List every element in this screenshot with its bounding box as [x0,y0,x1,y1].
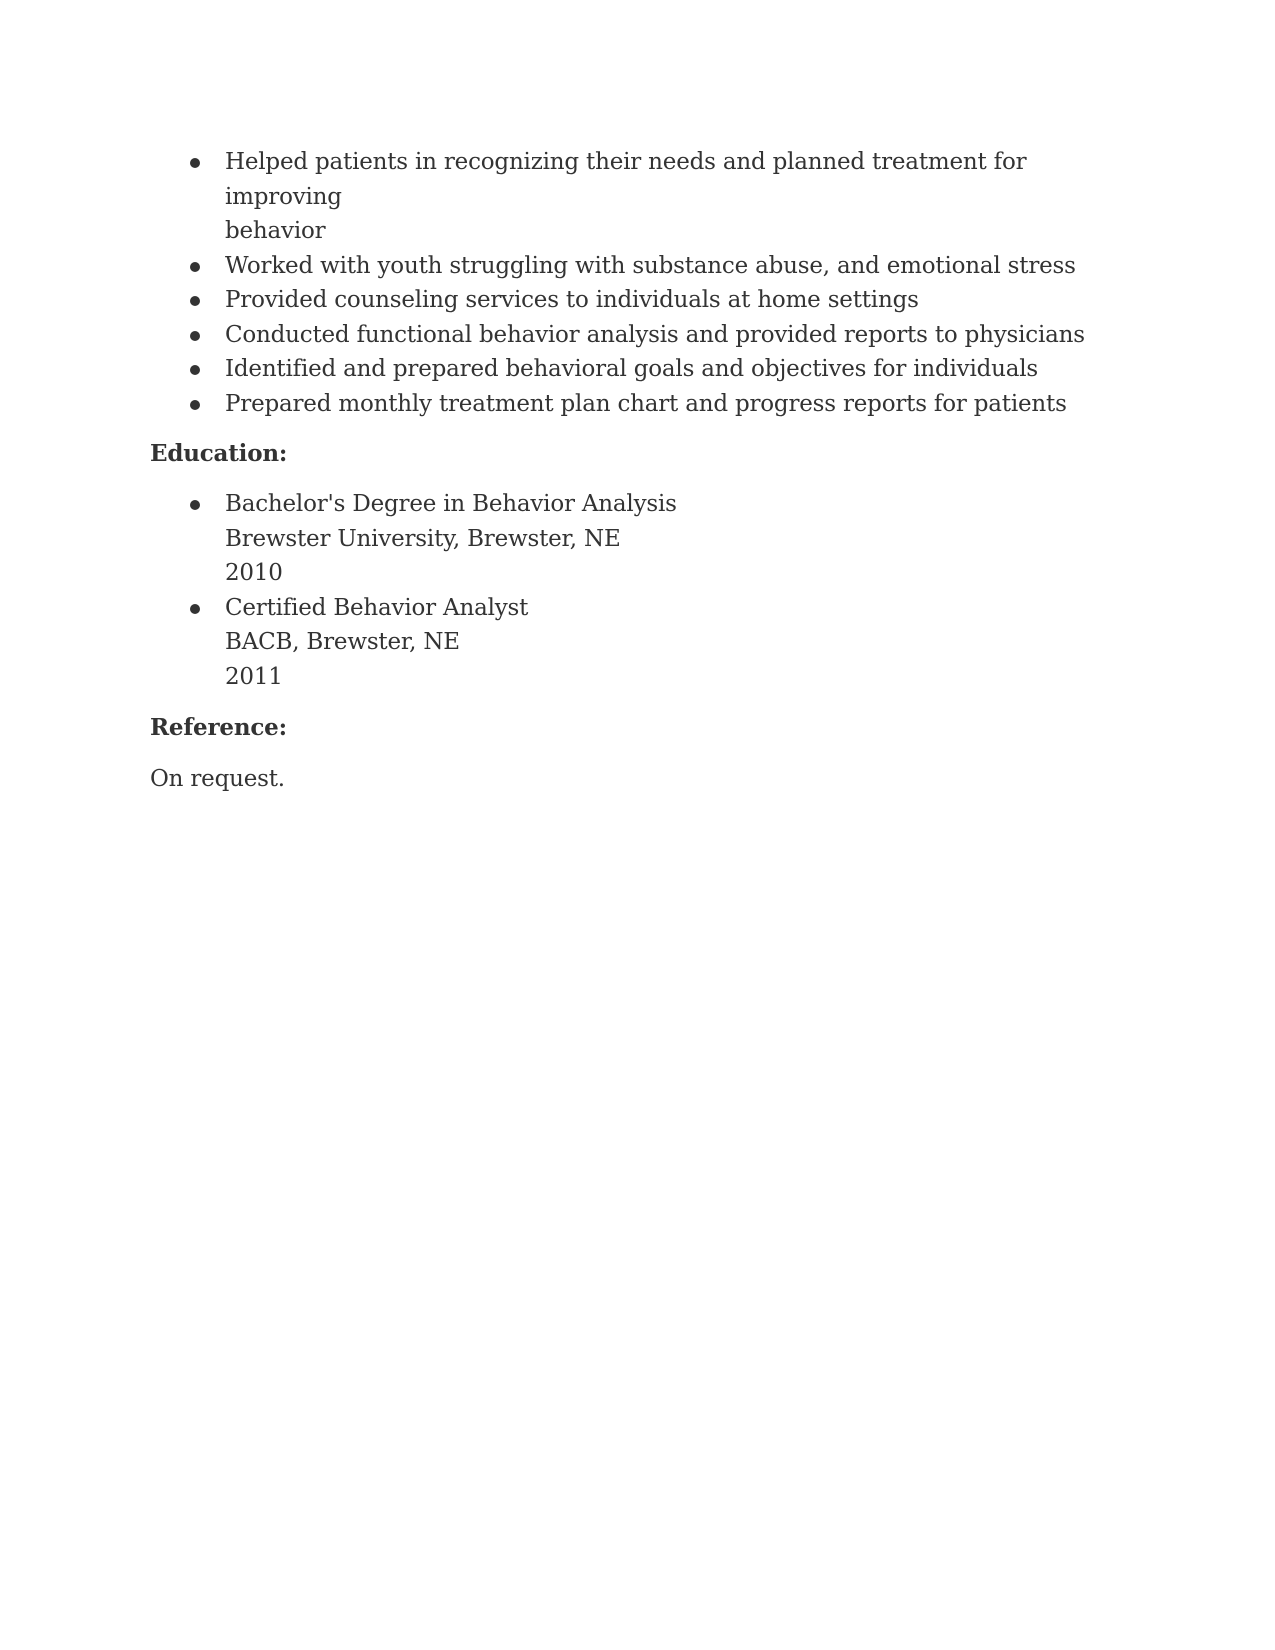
experience-list [150,145,1125,421]
education-degree: Bachelor's Degree in Behavior Analysis [225,491,677,517]
experience-item-text: Identified and prepared behavioral goals and objectives for individuals [225,356,1039,382]
education-heading: Education: [150,440,288,467]
experience-item [150,249,1125,284]
education-institution: BACB, Brewster, NE [225,629,460,655]
education-item [150,487,1125,591]
reference-heading: Reference: [150,714,287,741]
experience-item [150,352,1125,387]
bullet-icon [190,296,200,306]
bullet-icon [190,400,200,410]
document-content [150,145,1125,796]
bullet-icon [190,604,200,614]
bullet-icon [190,262,200,272]
experience-item-text: Helped patients in recognizing their needs and planned treatment for improving [225,149,1027,210]
experience-item-text: Conducted functional behavior analysis and provided reports to physicians [225,321,1085,348]
bullet-icon [190,331,200,341]
reference-text: On request. [150,766,285,792]
experience-item [150,387,1125,422]
experience-item-text: Prepared monthly treatment plan chart and progress reports for patients [225,390,1067,417]
education-institution: Brewster University, Brewster, NE [225,525,621,552]
experience-item [150,145,1125,249]
bullet-icon [190,365,200,375]
education-item [150,591,1125,695]
bullet-icon [190,500,200,510]
experience-item [150,318,1125,353]
experience-item-text: Worked with youth struggling with substance abuse, and emotional stress [225,252,1076,279]
education-degree: Certified Behavior Analyst [225,594,529,621]
education-year: 2010 [225,560,283,586]
experience-item-text-continued: behavior [225,218,326,244]
education-year: 2011 [225,663,283,690]
bullet-icon [190,158,200,168]
experience-item-text: Provided counseling services to individuals at home settings [225,287,919,313]
education-list [150,487,1125,694]
experience-item [150,283,1125,318]
